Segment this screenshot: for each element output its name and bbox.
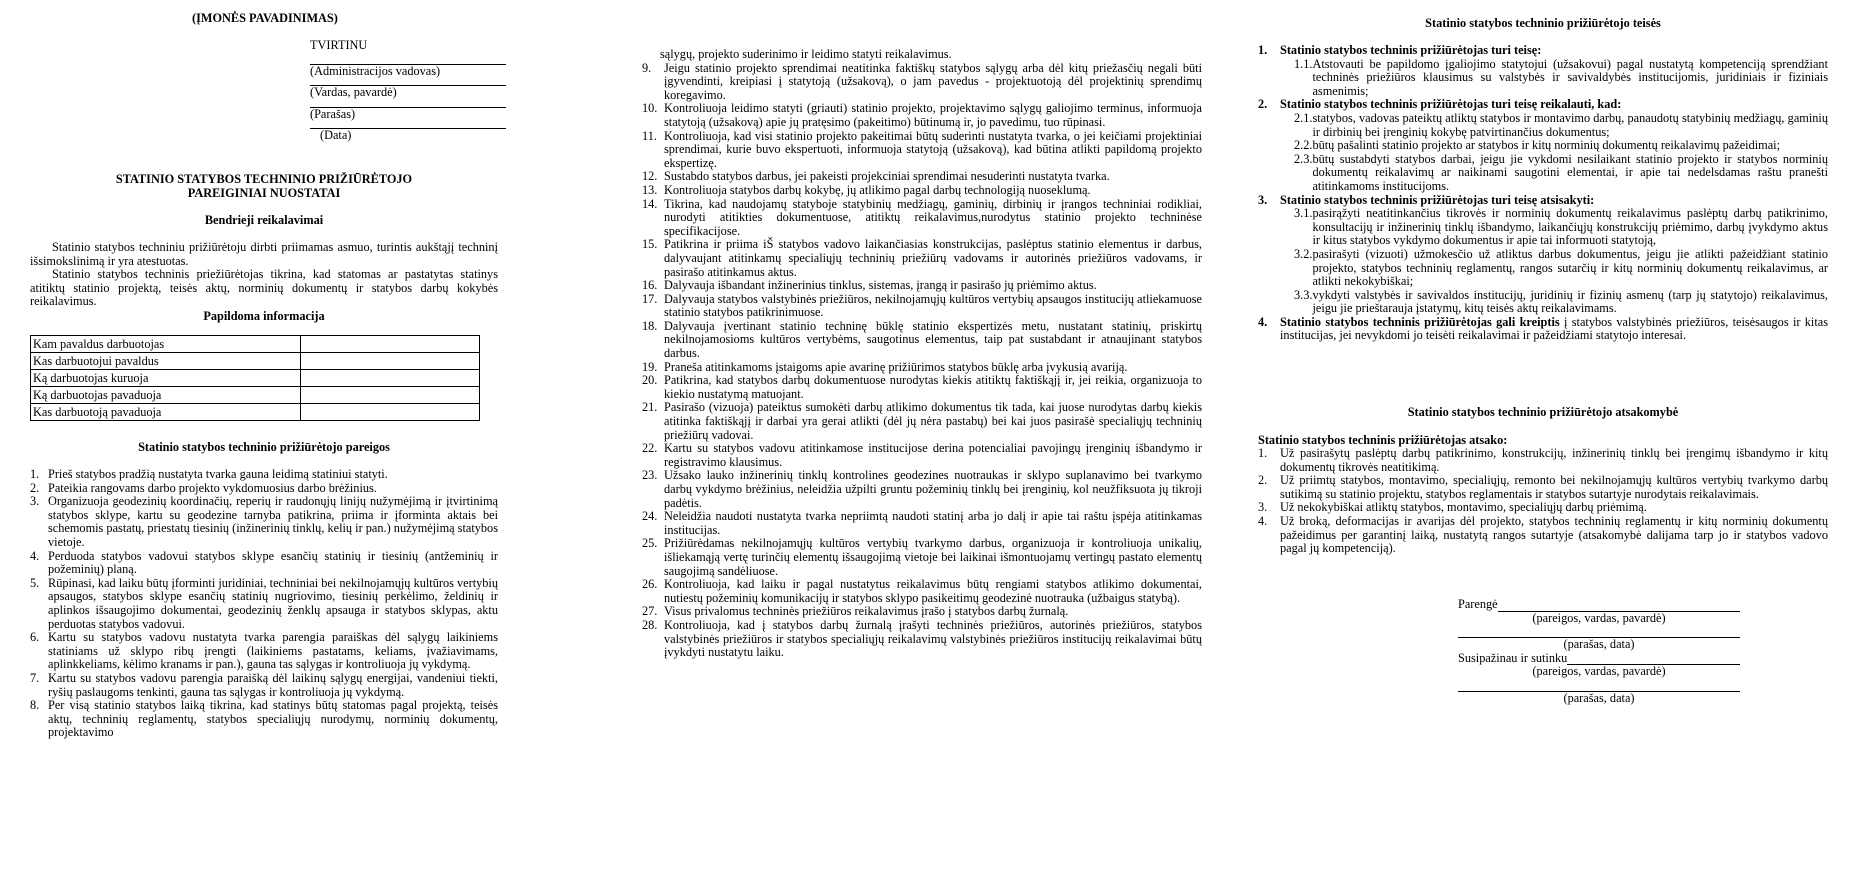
list-item-text: Už broką, deformacijas ir avarijas dėl projekto, statybos techninių reglamentų ir kitų norminių dokumentų pažeidimus per garantinį laiką, nustatytą rangos sutartyje (atsakomybė dalijama tarp jo ir statybos vadovo pagal jų kompetenciją). xyxy=(1280,513,1828,556)
rights-subitem xyxy=(1258,207,1828,248)
list-number: 18. xyxy=(642,318,658,333)
list-number: 2. xyxy=(30,480,40,495)
list-item-text: Kontroliuoja statybos darbų kokybę, jų atlikimo pagal darbų technologiją nuoseklumą. xyxy=(664,182,1091,197)
list-number: 3. xyxy=(30,494,40,509)
list-item-text: Jeigu statinio projekto sprendimai neatitinka faktiškų statybos sąlygų arba dėl kitų priežasčių negali būti įgyvendinti, kreipiasi į statytoją (užsakovą), o jam pavedus - projektuotoją dėl projektinių sprendimų koregavimo. xyxy=(664,60,1202,102)
rights-subitem-text: būtų sustabdyti statybos darbai, jeigu jie vykdomi nesilaikant statinio projekto ir statybos norminių dokumentų reikalavimų ar naikinami saugotini elementai, ir apie tai nedelsdamas raštu pranešti atitinkamoms institucijoms. xyxy=(1312,151,1828,193)
approval-line xyxy=(310,53,506,65)
prepared-label: Parengė xyxy=(1458,597,1498,611)
list-item xyxy=(642,279,1202,293)
approval-name: (Vardas, pavardė) xyxy=(310,85,397,100)
rights-subitem-text: vykdyti valstybės ir savivaldos institucijų, juridinių ir fizinių asmenų (tarp jų statytojo) reikalavimus, jeigu jie prieštarauja įstatymų, kitų teisės aktų reikalavimams. xyxy=(1312,287,1828,316)
list-number: 11. xyxy=(642,128,657,143)
list-number: 4. xyxy=(1258,513,1268,528)
approval-date: (Data) xyxy=(320,128,352,143)
list-number: 17. xyxy=(642,291,658,306)
duty-8-continuation: sąlygų, projekto suderinimo ir leidimo statyti reikalavimus. xyxy=(660,47,952,61)
list-item-text: Neleidžia naudoti nustatyta tvarka nepriimtą naudoti statinį arba jo dalį ir apie tai raštu įspėja atitinkamas institucijas. xyxy=(664,509,1202,537)
general-section xyxy=(30,241,498,309)
rights-subitem-number: 3.2. xyxy=(1294,246,1313,261)
list-item xyxy=(642,605,1202,619)
rights-item-2-label: Statinio statybos techninis prižiūrėtojas turi teisę reikalauti, kad: xyxy=(1280,97,1622,112)
table-cell-value xyxy=(301,387,480,404)
list-item-text: Pasirašo (vizuoja) pateiktus sumokėti darbų atlikimo dokumentus tik tada, kai juose nurodytas darbų kiekis atitinka faktiškąjį ir darbai yra gerai atlikti (dėl jų nėra pastabų) bei kai juos pasirašė specialiųjų techninių priežiūrų vadovai. xyxy=(664,400,1202,442)
document-title xyxy=(30,173,498,200)
rights-subitem xyxy=(1258,139,1828,153)
list-item xyxy=(642,619,1202,660)
rights-item-2 xyxy=(1258,98,1828,112)
rights-subitem xyxy=(1258,153,1828,194)
list-item xyxy=(642,401,1202,442)
rights-subitem-text: statybos, vadovas pateiktų atliktų statybos ir montavimo darbų, panaudotų statybinių medžiagų, gaminių ir dirbinių bei įrenginių kokybę patvirtinančius dokumentus; xyxy=(1312,110,1828,139)
list-number: 19. xyxy=(642,359,658,374)
table-cell-label: Kas darbuotoją pavaduoja xyxy=(31,404,301,421)
list-item-text: Tikrina, kad naudojamų statyboje statybinių medžiagų, gaminių, dirbinių ir įrangos techniniai rodikliai, nurodyti atitikties dokumentuose, atitiktų reikalavimus,nurodytus statinio projekto techninėse specifikacijose. xyxy=(664,196,1202,238)
list-number: 2. xyxy=(1258,473,1268,488)
list-number: 1. xyxy=(1258,446,1268,460)
rights-subitem-number: 1.1. xyxy=(1294,56,1313,71)
rights-subitem xyxy=(1258,58,1828,99)
responsibility-lead: Statinio statybos techninis prižiūrėtojas atsako: xyxy=(1258,433,1508,447)
list-item-text: Kontroliuoja, kad laiku ir pagal nustatytus reikalavimus būtų rengiami statybos atlikimo dokumentai, nutiestų požeminių komunikacijų ir statybos sklypo pasikeitimų geodezinė nuotrauka (užbaigus statybą). xyxy=(664,577,1202,605)
rights-subitems-1 xyxy=(1258,58,1828,99)
general-paragraph-1: Statinio statybos techniniu prižiūrėtoju dirbti priimamas asmuo, turintis aukštąjį techninį išsimokslinimą ir yra atestuotas. xyxy=(30,240,498,268)
list-item-text: Už priimtų statybos, montavimo, specialiųjų, remonto bei nekilnojamųjų kultūros vertybių tvarkymo darbų sutikimą su statinio projektu, statybos reglamentais ir statybos sutartyje nurodytais reikalavimais. xyxy=(1280,473,1828,501)
list-number: 12. xyxy=(642,169,658,184)
title-line-1: STATINIO STATYBOS TECHNINIO PRIŽIŪRĖTOJO xyxy=(115,172,413,186)
list-item xyxy=(30,495,498,549)
table-cell-label: Ką darbuotojas pavaduoja xyxy=(31,387,301,404)
list-item xyxy=(642,184,1202,198)
table-row xyxy=(31,387,480,404)
duties-continuation xyxy=(642,48,1202,660)
table-cell-value xyxy=(301,336,480,353)
rights-subitem xyxy=(1258,112,1828,139)
list-number: 8. xyxy=(30,698,40,713)
rights-subitem-text: būtų pašalinti statinio projekto ar statybos ir kitų norminių dokumentų reikalavimų pažeidimai; xyxy=(1312,138,1780,153)
list-item xyxy=(30,468,498,482)
list-number: 5. xyxy=(30,575,40,590)
list-number: 27. xyxy=(642,604,658,619)
list-item-text: Kontroliuoja, kad į statybos darbų žurnalą įrašyti techninės priežiūros, autorinės priežiūros, statybos valstybinės priežiūros ir statybos specialiųjų reikalavimų valstybinės priežiūros institucijų reikalavimai būtų įvykdyti nustatytu laiku. xyxy=(664,617,1202,660)
list-item xyxy=(642,537,1202,578)
list-number: 14. xyxy=(642,196,658,211)
list-number: 28. xyxy=(642,617,658,632)
list-item xyxy=(642,170,1202,184)
list-item-text: Kontroliuoja leidimo statyti (griauti) statinio projekto, projektavimo sąlygų galiojimo terminus, informuoja statytoją (užsakovą) apie jų pratęsimo (pakeitimo) būtinumą ir, jo pavedimu, tuo rūpinasi. xyxy=(664,101,1202,129)
rights-item-1-label: Statinio statybos techninis prižiūrėtojas turi teisę: xyxy=(1280,43,1542,57)
rights-subitem-text: pasirąžyti neatitinkančius tikrovės ir norminių dokumentų reikalavimus paslėptų darbų patikrinimo, konsultacijų ir inžinerinių tinklų išbandymo, laikančiųjų konstrukcijų priėmimo, darbų įvykdymo aktus ir kitus statybos vykdymo dokumentus ir apie tai informuoti statytoją, xyxy=(1312,206,1828,248)
rights-subitems-3 xyxy=(1258,207,1828,316)
list-number: 9. xyxy=(642,60,652,75)
rights-subitems-2 xyxy=(1258,112,1828,194)
list-item xyxy=(642,198,1202,239)
list-item xyxy=(642,102,1202,129)
rights-item-1 xyxy=(1258,44,1828,58)
general-heading: Bendrieji reikalavimai xyxy=(204,213,324,227)
prepared-row xyxy=(1458,598,1740,612)
list-item-text: Sustabdo statybos darbus, jei pakeisti projekciniai sprendimai nesuderinti nustatyta tvarka. xyxy=(664,169,1110,184)
list-item xyxy=(642,238,1202,279)
rights-subitem xyxy=(1258,248,1828,289)
list-item-text: Kontroliuoja, kad visi statinio projekto pakeitimai būtų suderinti nustatyta tvarka, o jei keičiami projektiniai sprendimai, kurie buvo ekspertuoti, informuoja statytoją (užsakovą), kad būtina atlikti papildomą projekto ekspertizę. xyxy=(664,128,1202,170)
list-item-text: Kartu su statybos vadovu atitinkamose institucijose derina potencialiai pavojingų įrenginių išbandymo ir registravimo klausimus. xyxy=(664,441,1202,469)
table-cell-label: Ką darbuotojas kuruoja xyxy=(31,370,301,387)
agreed-label: Susipažinau ir sutinku xyxy=(1458,650,1568,665)
list-item xyxy=(642,62,1202,103)
list-number: 25. xyxy=(642,536,658,551)
extra-info-table xyxy=(30,335,480,421)
list-item-text: Organizuoja geodezinių koordinačių, reperių ir raudonųjų linijų nužymėjimą ir įtvirtinimą statybos sklype, kartu su geodezine tarnyba patikrina, priima ir įforminta aktais bei schemomis pastatų, priestatų tiesinių (inžinerinių tinklų, kelių ir pan.) nužymėjimą statybos vietoje. xyxy=(48,494,498,549)
list-item xyxy=(642,510,1202,537)
list-item-text: Už nekokybiškai atliktų statybos, montavimo, specialiųjų darbų priėmimą. xyxy=(1280,500,1647,515)
table-cell-value xyxy=(301,353,480,370)
list-item-text: Rūpinasi, kad laiku būtų įforminti juridiniai, techniniai bei nekilnojamųjų kultūros vertybių apsaugos, statybos sklype esančių statinių nugriovimo, tiesinių perkėlimo, želdinių ir aplinkos išsaugojimo dokumentai, geodezinių ženklų apsauga ir statybos sklypas, aktu perduotas statybos vadovui. xyxy=(48,575,498,631)
list-item xyxy=(642,293,1202,320)
duties-list-part-2 xyxy=(642,62,1202,660)
list-number: 24. xyxy=(642,509,658,524)
signoff-block xyxy=(1458,598,1740,706)
duties-list-part-1 xyxy=(30,468,498,740)
list-number: 7. xyxy=(30,670,40,685)
general-paragraph-2: Statinio statybos techninis priežiūrėtojas tikrina, kad statomas ar pastatytas statinys atitiktų statinio projektą, teisės aktų, norminių dokumentų ir statybos darbų kokybės reikalavimus. xyxy=(30,267,498,309)
agreed-row xyxy=(1458,652,1740,666)
list-item xyxy=(30,550,498,577)
table-cell-value xyxy=(301,404,480,421)
list-item xyxy=(30,482,498,496)
rights-subitem-number: 2.2. xyxy=(1294,138,1313,153)
list-item-text: Dalyvauja statybos valstybinės priežiūros, nekilnojamųjų kultūros vertybių apsaugos institucijų atliekamuose statinio statybos patikrinimuose. xyxy=(664,291,1202,320)
list-number: 13. xyxy=(642,182,658,197)
list-item-text: Visus privalomus techninės priežiūros reikalavimus įrašo į statybos darbų žurnalą. xyxy=(664,604,1069,619)
list-item xyxy=(1258,447,1828,474)
table-cell-label: Kam pavaldus darbuotojas xyxy=(31,336,301,353)
duties-heading: Statinio statybos techninio prižiūrėtojo pareigos xyxy=(138,440,390,454)
list-item xyxy=(642,361,1202,375)
list-number: 16. xyxy=(642,278,658,293)
approval-block xyxy=(310,39,506,143)
list-number: 10. xyxy=(642,101,658,116)
title-line-2: PAREIGINIAI NUOSTATAI xyxy=(187,185,341,200)
list-item xyxy=(30,577,498,631)
list-number: 15. xyxy=(642,237,658,252)
table-cell-label: Kas darbuotojui pavaldus xyxy=(31,353,301,370)
list-item xyxy=(1258,501,1828,515)
table-row xyxy=(31,353,480,370)
list-item-text: Prieš statybos pradžią nustatyta tvarka gauna leidimą statiniui statyti. xyxy=(48,467,388,481)
list-item-text: Prižiūrėdamas nekilnojamųjų kultūros vertybių tvarkymo darbus, organizuoja ir kontroliuoja unikalių, išliekamąją vertę turinčių elementų išsaugojimą vietoje bei laikinai išmontuojamų vertingų pastato elementų saugojimą sandėliuose. xyxy=(664,536,1202,578)
rights-subitem xyxy=(1258,289,1828,316)
table-row xyxy=(31,336,480,353)
rights-number: 2. xyxy=(1258,97,1268,112)
list-item-text: Už pasirašytų paslėptų darbų patikrinimo, konstrukcijų, inžinerinių tinklų bei įrengimų išbandymo ir kitų dokumentų tikrovės neatitikimą. xyxy=(1280,446,1828,474)
list-item xyxy=(30,631,498,672)
list-item xyxy=(642,469,1202,510)
list-item xyxy=(1258,474,1828,501)
list-item xyxy=(30,699,498,740)
list-item-text: Dalyvauja išbandant inžinerinius tinklus, sistemas, įrangą ir pasirašo jų priėmimo aktus. xyxy=(664,278,1097,293)
table-row xyxy=(31,404,480,421)
list-item xyxy=(1258,515,1828,556)
rights-number: 1. xyxy=(1258,43,1268,57)
list-item xyxy=(642,320,1202,361)
rights-section xyxy=(1258,44,1828,343)
list-item-text: Pateikia rangovams darbo projekto vykdomuosius darbo brėžinius. xyxy=(48,480,377,495)
rights-item-4-text xyxy=(1280,316,1828,343)
list-item-text: Dalyvauja įvertinant statinio techninę būklę statinio ekspertizės metu, nustatant statinių, priskirtų nekilnojamosioms kultūros vertybėms, saugotinus elementus, taip pat sustabdant ir atnaujinant statybos darbus. xyxy=(664,318,1202,361)
rights-subitem-text: pasirašyti (vizuoti) užmokesčio už atliktus darbus dokumentus, jeigu jie atlikti pažeidžiant statinio projekto, statybos techninių reglamentų, rangos sutarčių ir kitų norminių dokumentų reikalavimus, ar atlikti nekokybiškai; xyxy=(1312,246,1828,289)
table-cell-value xyxy=(301,370,480,387)
list-item-text: Užsako lauko inžinerinių tinklų kontrolines geodezines nuotraukas ir sklypo suplanavimo bei tvarkymo darbų vykdymo brėžinius, neleidžia užpilti gruntu požeminių tinklų bei įrenginių, kol neužfiksuota jų tikroji padėtis. xyxy=(664,468,1202,510)
rights-subitem-text: Atstovauti be papildomo įgaliojimo statytojui (užsakovui) pagal nustatytą kompetenciją sprendžiant techninės priežiūros klausimus su valstybės ir savivaldybės institucijomis, juridiniais ir fiziniais asmenimis; xyxy=(1312,56,1828,98)
approval-admin: (Administracijos vadovas) xyxy=(310,63,441,78)
rights-subitem-number: 2.1. xyxy=(1294,110,1313,125)
rights-item-4-rest: į statybos valstybinės priežiūros, teisėsaugos ir kitas institucijas, jei nevykdomi jo teisėti reikalavimai ir pažeidžiami statytojo interesai. xyxy=(1280,314,1829,343)
list-number: 6. xyxy=(30,630,40,645)
approval-tvirtinu: TVIRTINU xyxy=(310,38,368,52)
agreed-role-caption: (pareigos, vardas, pavardė) xyxy=(1532,664,1666,679)
prepared-role-caption: (pareigos, vardas, pavardė) xyxy=(1532,610,1666,625)
list-number: 21. xyxy=(642,400,658,415)
list-item-text: Patikrina ir priima iŠ statybos vadovo laikančiasias konstrukcijas, paslėptus statinio elementus ir darbus, dalyvaujant atitinkamų specialiųjų techninių priežiūrų vadovams ir autorinės priežiūros vadovams, ir pasirašo atitinkamus aktus. xyxy=(664,237,1202,279)
rights-item-4 xyxy=(1258,316,1828,343)
rights-number: 3. xyxy=(1258,192,1268,207)
rights-subitem-number: 3.3. xyxy=(1294,287,1313,302)
list-item-text: Kartu su statybos vadovu parengia paraišką dėl laikinų sąlygų energijai, vandeniui tiekti, ryšių paslaugoms tenkinti, gauna tas sąlygas ir kontroliuoja jų vykdymą. xyxy=(48,670,498,699)
agreed-sign-caption: (parašas, data) xyxy=(1563,690,1635,705)
list-item xyxy=(642,130,1202,171)
list-number: 4. xyxy=(30,548,40,563)
list-item xyxy=(30,672,498,699)
list-number: 1. xyxy=(30,467,40,481)
rights-subitem-number: 3.1. xyxy=(1294,206,1313,221)
rights-subitem-number: 2.3. xyxy=(1294,151,1313,166)
list-item-text: Praneša atitinkamoms įstaigoms apie avarinę prižiūrimos statybos būklę arba įvykusią avariją. xyxy=(664,359,1128,374)
list-number: 23. xyxy=(642,468,658,483)
list-item xyxy=(642,374,1202,401)
list-item xyxy=(642,442,1202,469)
prepared-sign-caption: (parašas, data) xyxy=(1563,637,1635,652)
list-number: 3. xyxy=(1258,500,1268,515)
list-item-text: Patikrina, kad statybos darbų dokumentuose nurodytas kiekis atitiktų faktiškąjį ir, jei reikia, organizuoja to kiekio nustatymą matuojant. xyxy=(664,373,1202,401)
list-number: 22. xyxy=(642,441,658,456)
list-number: 26. xyxy=(642,577,658,592)
signature-line xyxy=(1567,652,1740,666)
list-number: 20. xyxy=(642,373,658,388)
list-item-text: Perduoda statybos vadovui statybos sklype esančių statinių ir tiesinių (antžeminių ir požeminių) planą. xyxy=(48,548,498,577)
table-row xyxy=(31,370,480,387)
rights-number: 4. xyxy=(1258,314,1268,329)
responsibility-heading: Statinio statybos techninio prižiūrėtojo atsakomybė xyxy=(1407,405,1679,419)
list-item-text: Per visą statinio statybos laiką tikrina, kad statinys būtų statomas pagal projektą, teisės aktų, techninių reglamentų, statybos specialiųjų nurodymų, norminių dokumentų, projektavimo xyxy=(48,698,498,740)
extra-heading: Papildoma informacija xyxy=(203,309,325,323)
rights-item-3 xyxy=(1258,194,1828,208)
rights-item-3-label: Statinio statybos techninis prižiūrėtojas turi teisę atsisakyti: xyxy=(1280,192,1595,207)
signature-line xyxy=(1498,598,1740,612)
company-name: (ĮMONĖS PAVADINIMAS) xyxy=(192,11,338,25)
responsibility-list xyxy=(1258,447,1828,556)
approval-signature: (Parašas) xyxy=(310,106,356,121)
rights-heading: Statinio statybos techninio prižiūrėtojo teisės xyxy=(1425,16,1661,30)
list-item xyxy=(642,578,1202,605)
list-item-text: Kartu su statybos vadovu nustatyta tvarka parengia paraiškas dėl sąlygų laikiniems statiniams už sklypo ribų įrengti (laikiniems pastatams, keliams, įvažiavimams, aplinkkeliams, kėlimo kranams ir pan.), gauna tas sąlygas ir kontroliuoja jų vykdymą. xyxy=(48,630,498,672)
rights-item-4-bold: Statinio statybos techninis prižiūrėtojas gali kreiptis xyxy=(1280,314,1560,329)
